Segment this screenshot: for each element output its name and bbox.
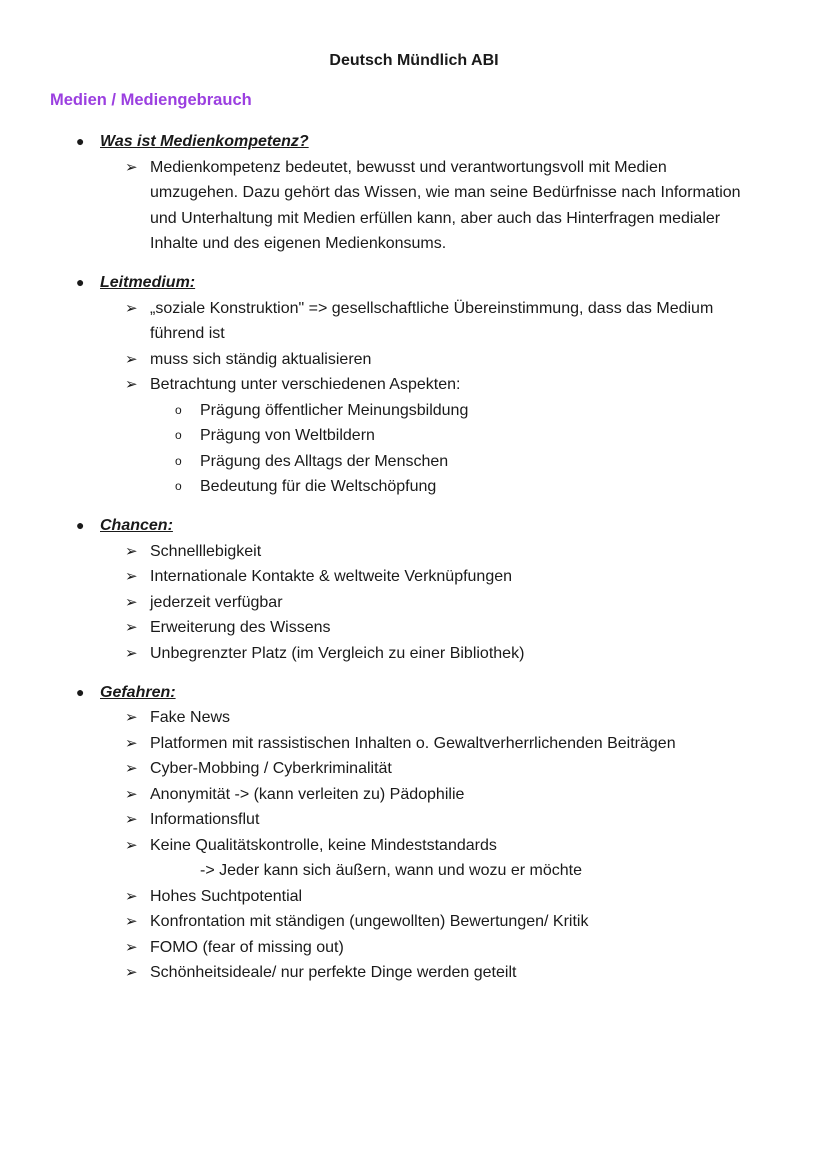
item-text: Medienkompetenz bedeutet, bewusst und verantwortungsvoll mit Medien: [150, 158, 667, 176]
item-text: Fake News: [150, 709, 231, 726]
bullet-icon: ●: [76, 274, 85, 290]
list-item: [0, 539, 828, 565]
item-text: Inhalte und des eigenen Medienkonsums.: [150, 235, 447, 252]
item-text: Erweiterung des Wissens: [150, 619, 331, 636]
list-item: [0, 321, 828, 347]
arrow-bullet-icon: ➢: [125, 709, 138, 726]
item-text: Informationsflut: [150, 811, 260, 828]
arrow-bullet-icon: ➢: [125, 913, 138, 930]
list-item: [0, 858, 828, 884]
list-item: [0, 423, 828, 449]
item-text: Schnelllebigkeit: [150, 542, 262, 560]
section: [0, 680, 828, 986]
list-item: [0, 782, 828, 808]
section: [0, 513, 828, 666]
arrow-bullet-icon: ➢: [125, 350, 138, 368]
item-text: Bedeutung für die Weltschöpfung: [200, 478, 437, 495]
list-item: [0, 155, 828, 181]
arrow-bullet-icon: ➢: [125, 760, 138, 777]
item-text: -> Jeder kann sich äußern, wann und wozu er möchte: [200, 862, 582, 879]
section-heading: Medien / Mediengebrauch: [50, 91, 252, 109]
item-text: Anonymität -> (kann verleiten zu) Pädophilie: [150, 785, 465, 803]
list-item: [0, 474, 828, 500]
list-item: [0, 449, 828, 475]
bullet-icon: ●: [76, 133, 85, 149]
arrow-bullet-icon: ➢: [125, 785, 138, 803]
list-item: [0, 206, 828, 232]
arrow-bullet-icon: ➢: [125, 619, 138, 636]
arrow-bullet-icon: ➢: [125, 568, 138, 585]
item-text: umzugehen. Dazu gehört das Wissen, wie man seine Bedürfnisse nach Information: [150, 184, 741, 201]
list-item: [0, 641, 828, 667]
list-item: [0, 398, 828, 424]
list-item: [0, 960, 828, 986]
document-body: [0, 129, 828, 999]
item-text: muss sich ständig aktualisieren: [150, 350, 372, 368]
arrow-bullet-icon: ➢: [125, 734, 138, 752]
list-item: [0, 590, 828, 616]
circle-bullet-icon: o: [175, 428, 182, 442]
item-text: Betrachtung unter verschiedenen Aspekten:: [150, 376, 461, 393]
list-item: [0, 935, 828, 961]
bullet-icon: ●: [76, 517, 85, 533]
item-text: „soziale Konstruktion" => gesellschaftliche Übereinstimmung, dass das Medium: [150, 299, 714, 317]
circle-bullet-icon: o: [175, 453, 182, 468]
item-text: Prägung des Alltags der Menschen: [200, 452, 449, 470]
bullet-item: [0, 270, 828, 296]
arrow-bullet-icon: ➢: [125, 644, 138, 662]
arrow-bullet-icon: ➢: [125, 299, 138, 317]
bullet-item: [0, 129, 828, 155]
document-title: Deutsch Mündlich ABI: [329, 52, 499, 69]
arrow-bullet-icon: ➢: [125, 938, 138, 956]
item-text: Cyber-Mobbing / Cyberkriminalität: [150, 760, 392, 777]
list-item: [0, 231, 828, 257]
item-text: und Unterhaltung mit Medien erfüllen kann, aber auch das Hinterfragen medialer: [150, 209, 721, 227]
item-text: Prägung öffentlicher Meinungsbildung: [200, 401, 469, 419]
circle-bullet-icon: o: [175, 479, 182, 493]
item-text: jederzeit verfügbar: [150, 593, 283, 611]
arrow-bullet-icon: ➢: [125, 542, 138, 560]
section: [0, 270, 828, 500]
list-item: [0, 756, 828, 782]
list-item: [0, 296, 828, 322]
list-item: [0, 731, 828, 757]
circle-bullet-icon: o: [175, 402, 182, 417]
item-text: Internationale Kontakte & weltweite Verknüpfungen: [150, 568, 513, 585]
list-item: [0, 833, 828, 859]
list-item: [0, 347, 828, 373]
arrow-bullet-icon: ➢: [125, 887, 138, 905]
list-item: [0, 705, 828, 731]
item-text: FOMO (fear of missing out): [150, 938, 344, 956]
list-item: [0, 564, 828, 590]
arrow-bullet-icon: ➢: [125, 158, 138, 176]
item-text: führend ist: [150, 325, 225, 342]
bullet-heading: Was ist Medienkompetenz?: [100, 133, 309, 150]
arrow-bullet-icon: ➢: [125, 836, 138, 854]
item-text: Prägung von Weltbildern: [200, 427, 375, 444]
arrow-bullet-icon: ➢: [125, 376, 138, 393]
item-text: Unbegrenzter Platz (im Vergleich zu einer Bibliothek): [150, 644, 525, 662]
list-item: [0, 909, 828, 935]
item-text: Schönheitsideale/ nur perfekte Dinge werden geteilt: [150, 964, 517, 981]
item-text: Hohes Suchtpotential: [150, 887, 303, 905]
bullet-heading: Leitmedium:: [100, 274, 196, 291]
bullet-item: [0, 513, 828, 539]
list-item: [0, 807, 828, 833]
item-text: Konfrontation mit ständigen (ungewollten) Bewertungen/ Kritik: [150, 913, 589, 930]
item-text: Platformen mit rassistischen Inhalten o. Gewaltverherrlichenden Beiträgen: [150, 734, 676, 752]
item-text: Keine Qualitätskontrolle, keine Mindeststandards: [150, 836, 497, 854]
list-item: [0, 615, 828, 641]
list-item: [0, 180, 828, 206]
bullet-icon: ●: [76, 683, 85, 700]
bullet-heading: Chancen:: [100, 517, 173, 534]
arrow-bullet-icon: ➢: [125, 964, 138, 981]
list-item: [0, 372, 828, 398]
bullet-heading: Gefahren:: [100, 683, 176, 701]
list-item: [0, 884, 828, 910]
bullet-item: [0, 680, 828, 706]
arrow-bullet-icon: ➢: [125, 593, 138, 611]
arrow-bullet-icon: ➢: [125, 811, 138, 828]
section: [0, 129, 828, 257]
